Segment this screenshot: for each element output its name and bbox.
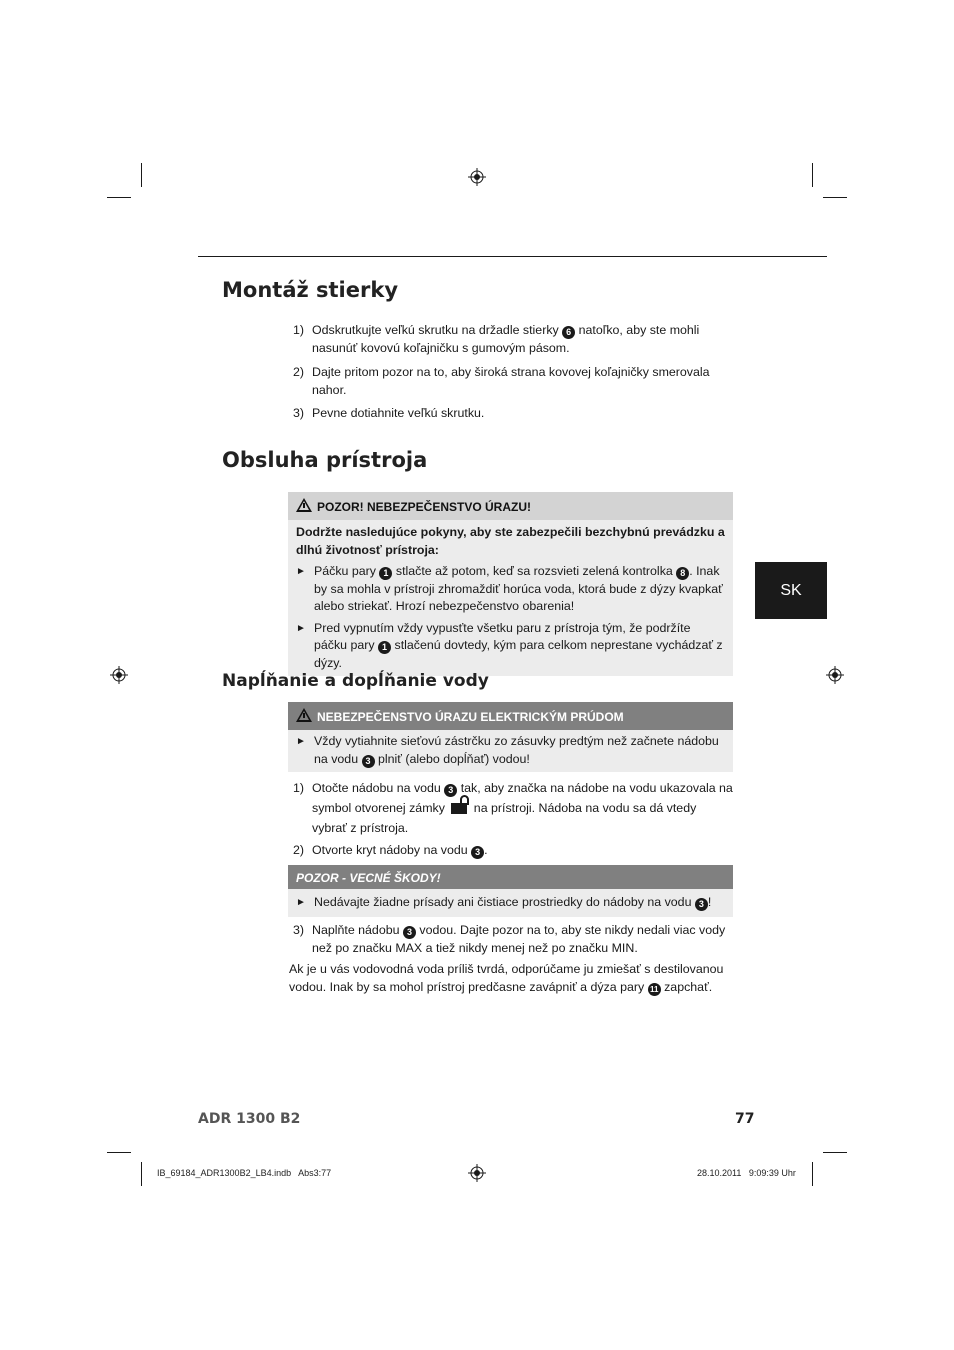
registration-mark-icon [826, 666, 844, 684]
warning-lead: Dodržte nasledujúce pokyny, aby ste zabezpečili bezchybnú prevádzku a dlhú životnosť prístroja: [296, 525, 725, 557]
step-text: natoľko, aby ste mohli nasunúť kovovú koľajničku s gumovým pásom. [312, 323, 700, 355]
part-number: 3 [444, 784, 457, 797]
assembly-step [293, 404, 733, 422]
part-number: 3 [695, 898, 708, 911]
assembly-step [293, 363, 733, 399]
assembly-title: Montáž stierky [222, 278, 399, 302]
crop-mark [823, 197, 847, 198]
filling-step: 1) Otočte nádobu na vodu 3 tak, aby značka na nádobe na vodu ukazovala na symbol otvorenej zámky na prístroji. Nádoba na vodu sa dá vtedy vybrať z prístroja. [293, 781, 733, 835]
assembly-step [293, 321, 733, 357]
hard-water-note: Ak je u vás vodovodná voda príliš tvrdá, odporúčame ju zmiešať s destilovanou vodou. Inak by sa mohol prístroj predčasne zavápniť a dýza pary 11 zapchať. [289, 962, 724, 994]
language-tab: SK [755, 562, 827, 619]
warning-body [288, 730, 733, 772]
arrow-bullet-icon: ► [296, 622, 306, 634]
part-number: 8 [676, 567, 689, 580]
crop-mark [823, 1152, 847, 1153]
arrow-bullet-icon: ► [296, 566, 306, 577]
open-lock-icon [451, 803, 467, 814]
step-text: Pevne dotiahnite veľkú skrutku. [312, 406, 485, 420]
crop-mark [141, 163, 142, 187]
caution-body [288, 889, 733, 917]
caution-box [288, 865, 733, 917]
warning-bullet: ► Pred vypnutím vždy vypusťte všetku paru z prístroja tým, že podržíte páčku pary 1 stlačenú dovtedy, kým para celkom neprestane vychádzať z dýzy. [296, 620, 723, 670]
part-number: 3 [471, 846, 484, 859]
warning-body [288, 520, 733, 676]
print-date: 28.10.2011 9:09:39 Uhr [697, 1168, 796, 1178]
registration-mark-icon [468, 1164, 486, 1182]
file-info: IB_69184_ADR1300B2_LB4.indb Abs3:77 [157, 1168, 332, 1178]
registration-mark-icon [110, 666, 128, 684]
crop-mark [107, 1152, 131, 1153]
part-number: 1 [378, 641, 391, 654]
warning-triangle-icon [296, 708, 312, 722]
warning-header: NEBEZPEČENSTVO ÚRAZU ELEKTRICKÝM PRÚDOM [288, 702, 733, 730]
warning-triangle-icon [296, 498, 312, 512]
registration-mark-icon [468, 168, 486, 186]
part-number: 3 [362, 755, 375, 768]
part-number: 1 [379, 567, 392, 580]
operation-title: Obsluha prístroja [222, 448, 428, 472]
filling-title: Napĺňanie a dopĺňanie vody [222, 671, 489, 691]
warning-bullet: ► Vždy vytiahnite sieťovú zástrčku zo zásuvky predtým než začnete nádobu na vodu 3 plniť (alebo dopĺňať) vodou! [296, 734, 719, 766]
step-number: 1) [293, 323, 305, 337]
top-rule [198, 256, 827, 257]
step-text: Odskrutkujte veľkú skrutku na držadle stierky [312, 323, 563, 337]
warning-bullet: ► Páčku pary 1 stlačte až potom, keď sa rozsvieti zelená kontrolka 8 . Inak by sa mohla v prístroji zhromaždiť horúca voda, ktorá bude z dýzy kvapkať alebo striekať. Hrozí nebezpečenstvo obarenia! [296, 564, 723, 613]
warning-header: POZOR! NEBEZPEČENSTVO ÚRAZU! [288, 492, 733, 520]
page-number: 77 [735, 1111, 755, 1127]
caution-bullet: ► Nedávajte žiadne prísady ani čistiace prostriedky do nádoby na vodu 3 ! [296, 894, 725, 912]
arrow-bullet-icon: ► [296, 736, 306, 747]
crop-mark [141, 1162, 142, 1186]
warning-box-electric [288, 702, 733, 772]
arrow-bullet-icon: ► [296, 897, 306, 908]
step-number: 2) [293, 365, 305, 379]
filling-step: 3) Naplňte nádobu 3 vodou. Dajte pozor na to, aby ste nikdy nedali viac vody než po značku MAX a tiež nikdy menej než po značku MIN. [293, 923, 726, 955]
filling-step: 2) Otvorte kryt nádoby na vodu 3 . [293, 843, 488, 857]
crop-mark [107, 197, 131, 198]
caution-header: POZOR - VECNÉ ŠKODY! [288, 865, 733, 889]
part-number: 11 [648, 983, 661, 996]
step-text: Dajte pritom pozor na to, aby široká strana kovovej koľajničky smerovala nahor. [312, 365, 710, 397]
model-name: ADR 1300 B2 [198, 1111, 301, 1127]
part-number: 6 [562, 326, 575, 339]
warning-box-injury [288, 492, 733, 676]
part-number: 3 [403, 926, 416, 939]
step-number: 3) [293, 406, 305, 420]
crop-mark [812, 163, 813, 187]
crop-mark [812, 1162, 813, 1186]
